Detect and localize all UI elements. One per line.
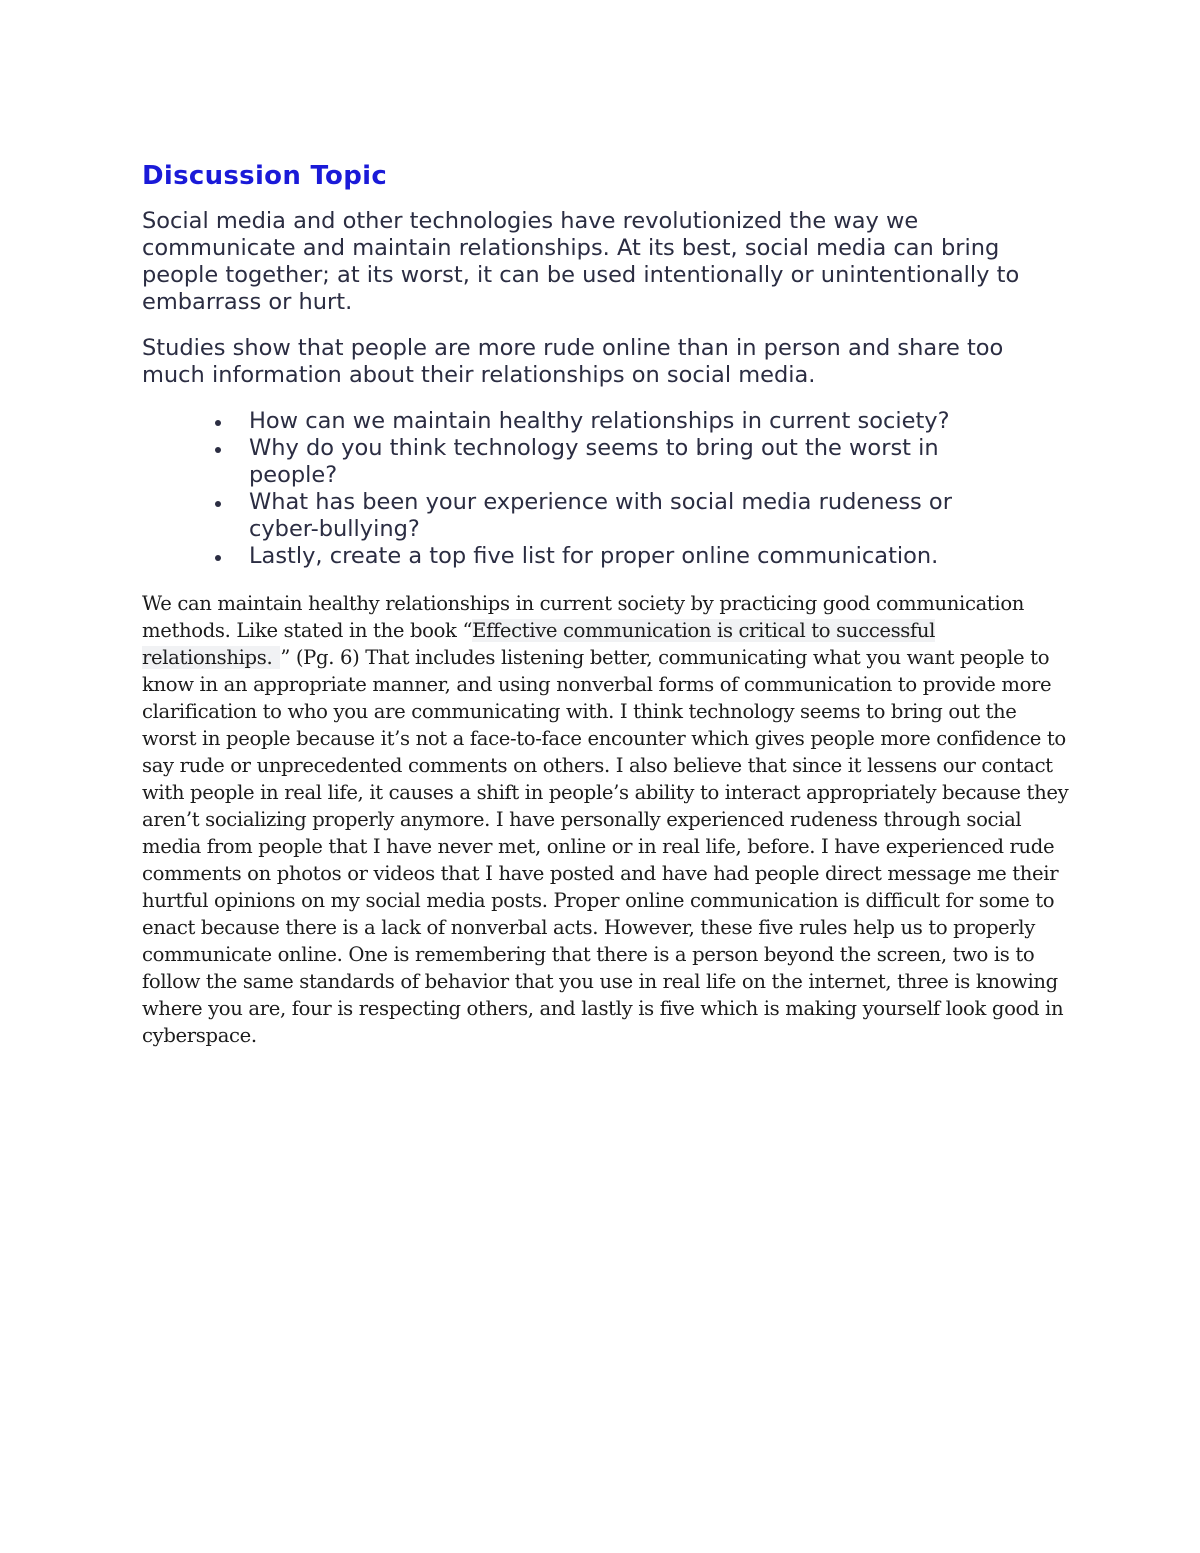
prompt-paragraph-1: Social media and other technologies have revolutionized the way we communicate and maintain relationships. At its best, social media can bring people together; at its worst, it can be used intentionally or unintentionally to embarrass or hurt.: [142, 208, 1020, 315]
prompt-paragraph-2: Studies show that people are more rude online than in person and share too much information about their relationships on social media.: [142, 335, 1004, 388]
answer-text-before-quote: We can maintain healthy relationships in current society by practicing good communication methods. Like stated in the book “: [142, 592, 1025, 642]
question-item: Lastly, create a top five list for proper online communication.: [249, 543, 989, 570]
answer-text-after-quote: ” (Pg. 6) That includes listening better, communicating what you want people to know in an appropriate manner, and using nonverbal forms of communication to provide more clarification to who you are communicating with. I think technology seems to bring out the worst in people because it’s not a face-to-face encounter which gives people more confidence to say rude or unprecedented comments on others. I also believe that since it lessens our contact with people in real life, it causes a shift in people’s ability to interact appropriately because they aren’t socializing properly anymore. I have personally experienced rudeness through social media from people that I have never met, online or in real life, before. I have experienced rude comments on photos or videos that I have posted and have had people direct message me their hurtful opinions on my social media posts. Proper online communication is difficult for some to enact because there is a lack of nonverbal acts. However, these five rules help us to properly communicate online. One is remembering that there is a person beyond the screen, two is to follow the same standards of behavior that you use in real life on the internet, three is knowing where you are, four is respecting others, and lastly is five which is making yourself look good in cyberspace.: [142, 646, 1069, 1047]
question-list: [142, 408, 989, 570]
question-item: Why do you think technology seems to bring out the worst in people?: [249, 435, 989, 489]
question-item: How can we maintain healthy relationships in current society?: [249, 408, 989, 435]
answer-paragraph: [142, 590, 1072, 1049]
discussion-title: Discussion Topic: [142, 161, 388, 191]
question-item: What has been your experience with social media rudeness or cyber-bullying?: [249, 489, 989, 543]
book-quote-highlight: Effective communication is critical to successful relationships.: [142, 619, 936, 669]
document-page: [142, 158, 1072, 1049]
